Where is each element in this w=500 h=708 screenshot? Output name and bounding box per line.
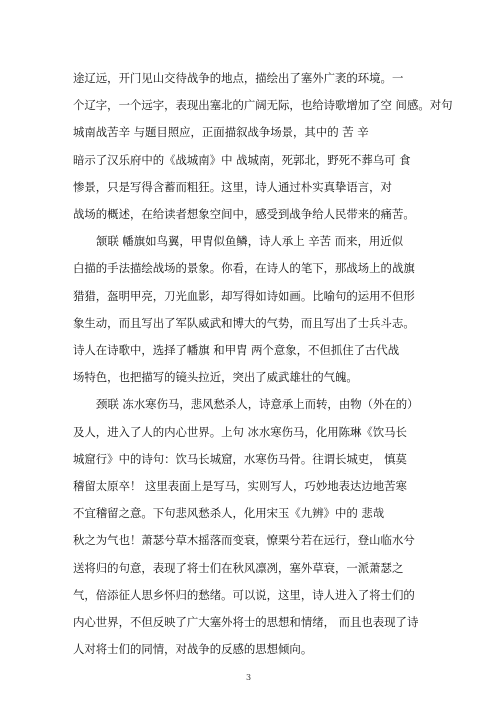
- paragraph-line: 气，倍添征人思乡怀归的愁绪。可以说，这里，诗人进入了将士们的: [73, 587, 415, 602]
- paragraph-line: 暗示了汉乐府中的《战城南》中 战城南，死郭北，野死不葬乌可 食: [73, 152, 411, 167]
- paragraph-line: 战场的概述，在给读者想象空间中，感受到战争给人民带来的痛苦。: [73, 207, 415, 221]
- paragraph-line: 猎猎，盔明甲亮，刀光血影，却写得如诗如画。比喻句的运用不但形: [73, 288, 415, 303]
- paragraph-line: 内心世界，不但反映了广大塞外将士的思想和情绪， 而且也表现了诗: [73, 615, 419, 629]
- paragraph-line: 秋之为气也！萧瑟兮草木摇落而变衰，憭栗兮若在远行，登山临水兮: [73, 533, 415, 548]
- paragraph-line: 惨景，只是写得含蓄而粗狂。这里，诗人通过朴实真挚语言，对: [73, 179, 392, 194]
- paragraph-line: 及人，进入了人的内心世界。上句 冰水寒伤马，化用陈琳《饮马长: [73, 424, 407, 439]
- paragraph-line: 城南战苦辛 与题目照应，正面描叙战争场景，其中的 苦 辛: [73, 125, 369, 140]
- paragraph-line: 不宜稽留之意。下句悲风愁杀人，化用宋玉《九辨》中的 悲哉: [73, 506, 385, 521]
- paragraph-line: 颔联 幡旗如鸟翼，甲胄似鱼鳞，诗人承上 辛苦 而来，用近似: [96, 234, 404, 249]
- paragraph-line: 颈联 冻水寒伤马，悲风愁杀人，诗意承上而转，由物（外在的）: [96, 397, 419, 412]
- paragraph-line: 场特色，也把描写的镜头拉近，突出了威武雄壮的气魄。: [73, 370, 358, 385]
- paragraph-line: 人对将士们的同情，对战争的反感的思想倾向。: [73, 642, 313, 657]
- paragraph-line: 象生动，而且写出了军队威武和博大的气势，而且写出了士兵斗志。: [73, 315, 415, 330]
- page-number: 3: [246, 673, 252, 683]
- paragraph-line: 白描的手法描绘战场的景象。你看，在诗人的笔下，那战场上的战旗: [73, 261, 415, 276]
- paragraph-line: 城窟行》中的诗句：饮马长城窟，水寒伤马骨。往谓长城吏， 慎莫: [73, 451, 407, 466]
- paragraph-line: 诗人在诗歌中，选择了幡旗 和甲胄 两个意象，不但抓住了古代战: [73, 343, 400, 357]
- paragraph-line: 个辽字，一个远字，表现出塞北的广阔无际，也给诗歌增加了空 间感。对句: [73, 98, 453, 113]
- paragraph-line: 途辽远，开门见山交待战争的地点，描绘出了塞外广袤的环境。一: [73, 71, 404, 85]
- paragraph-line: 稽留太原卒！ 这里表面上是写马，实则写人，巧妙地表达边地苦寒: [73, 479, 407, 493]
- paragraph-line: 送将归的句意，表现了将士们在秋风凛冽，塞外草衰，一派萧瑟之: [73, 560, 404, 575]
